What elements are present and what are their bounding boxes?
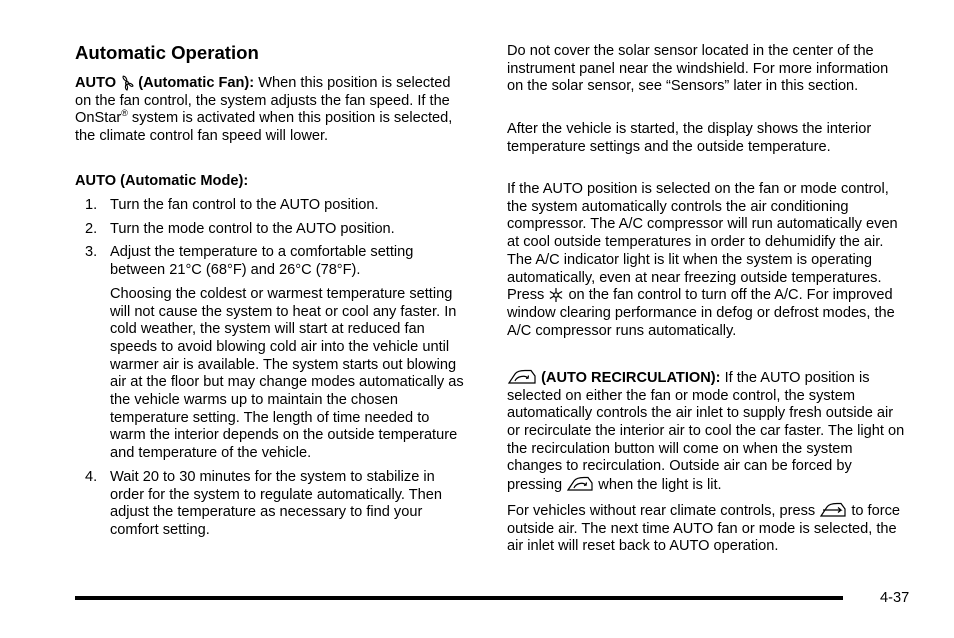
step-number: 4. — [85, 468, 98, 485]
auto-mode-title: AUTO (Automatic Mode): — [75, 173, 249, 189]
auto-recirculation-paragraph — [507, 369, 907, 495]
recirculation-icon — [566, 476, 594, 494]
step-item — [75, 197, 467, 215]
auto-recirculation-icon — [507, 369, 537, 387]
step-number: 2. — [85, 220, 98, 237]
solar-sensor-paragraph: Do not cover the solar sensor located in the center of the instrument panel near the windshield. For more information on the solar sensor, see “Sensors” later in this section. — [507, 43, 889, 95]
outside-air-text-a: For vehicles without rear climate controls, press — [507, 502, 816, 519]
step-number: 3. — [85, 244, 98, 261]
ac-paragraph — [507, 181, 907, 340]
outside-air-text-b: to force outside air. The next time AUTO fan or mode is selected, the air inlet will reset back to AUTO operation. — [507, 502, 900, 555]
ac-text-a: If the AUTO position is selected on the fan or mode control, the system automatically controls the air conditioning compressor. The A/C compressor will run automatically even at cool outside temperatures in order to dehumidify the air. The A/C indicator light is lit when the system is operating automatically, even at near freezing outside temperatures. Press — [507, 181, 898, 304]
step-item — [75, 469, 467, 540]
step-text: Turn the mode control to the AUTO position. — [110, 220, 395, 237]
auto-recirculation-text-b: when the light is lit. — [598, 476, 722, 493]
step-text: Turn the fan control to the AUTO position. — [110, 197, 379, 213]
auto-fan-paragraph — [75, 75, 467, 146]
ac-text-b: on the fan control to turn off the A/C. For improved window clearing performance in defog or defrost modes, the A/C compressor runs automatically. — [507, 287, 895, 339]
section-heading: Automatic Operation — [75, 42, 259, 63]
step-text: Adjust the temperature to a comfortable setting between 21°C (68°F) and 26°C (78°F). — [110, 244, 414, 279]
auto-fan-label: AUTO — [75, 75, 117, 91]
step-number: 1. — [85, 197, 98, 213]
step-3-note: Choosing the coldest or warmest temperature setting will not cause the system to heat or cool any faster. In cold weather, the system will start at reduced fan speeds to avoid blowing cold air into the vehicle until warmer air is available. The system starts out blowing air at the floor but may change modes automatically as the vehicle warms up to maintain the chosen temperature setting. The length of time needed to warm the interior depends on the outside temperature and temperature of the vehicle. — [110, 285, 464, 462]
auto-fan-text-b: system is activated when this position is selected, the climate control fan speed will lower. — [75, 110, 453, 145]
display-paragraph: After the vehicle is started, the display shows the interior temperature settings and the outside temperature. — [507, 121, 872, 155]
footer-rule — [75, 596, 843, 600]
auto-recirculation-text-a: If the AUTO position is selected on either the fan or mode control, the system automatically controls the air inlet to supply fresh outside air or recirculate the interior air to cool the car faster. The light on the recirculation button will come on when the system changes to recirculation. Outside air can be forced by pressing — [507, 369, 905, 493]
registered-mark: ® — [121, 108, 128, 119]
step-item — [75, 221, 467, 239]
steps-list — [75, 197, 467, 540]
fan-icon — [120, 75, 134, 91]
page-number: 4-37 — [880, 590, 910, 606]
outside-air-icon — [819, 502, 847, 520]
ac-snowflake-icon — [548, 287, 564, 303]
outside-air-paragraph — [507, 502, 907, 556]
auto-fan-text-a: When this position is selected on the fan control, the system adjusts the fan speed. If the OnStar — [75, 75, 451, 127]
step-item — [75, 244, 467, 462]
auto-recirculation-title: (AUTO RECIRCULATION): — [541, 369, 721, 386]
step-text: Wait 20 to 30 minutes for the system to stabilize in order for the system to regulate automatically. Then adjust the temperature as necessary to find your comfort setting. — [110, 468, 443, 538]
auto-fan-title: (Automatic Fan): — [138, 75, 255, 91]
